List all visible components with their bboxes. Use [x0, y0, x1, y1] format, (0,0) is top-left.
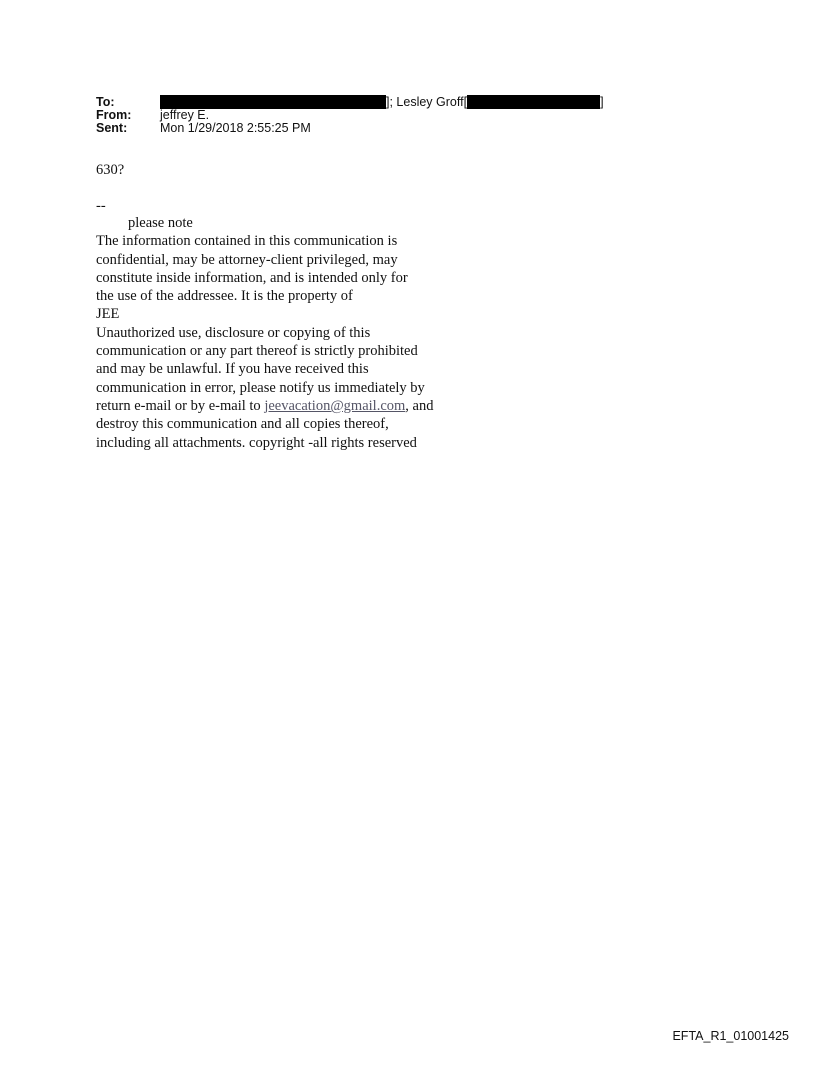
disclaimer-line: constitute inside information, and is intended only for: [96, 269, 408, 286]
disclaimer-line: communication or any part thereof is strictly prohibited: [96, 343, 418, 360]
return-line-prefix: return e-mail or by e-mail to: [96, 397, 265, 414]
email-header-block: [96, 96, 604, 135]
disclaimer-line: and may be unlawful. If you have received this: [96, 361, 369, 378]
redaction-box: [160, 95, 386, 109]
to-end: ]: [600, 95, 604, 109]
to-value: [160, 96, 604, 109]
disclaimer-block: [96, 214, 433, 452]
to-label: To:: [96, 95, 115, 109]
sent-label: Sent:: [96, 121, 128, 135]
document-id: EFTA_R1_01001425: [672, 1029, 789, 1043]
to-separator: ]; Lesley Groff[: [386, 95, 468, 109]
disclaimer-line: destroy this communication and all copies thereof,: [96, 416, 389, 433]
disclaimer-return-line: [96, 397, 433, 415]
signature-separator: --: [96, 198, 106, 214]
from-value: jeffrey E.: [160, 108, 210, 122]
disclaimer-line: including all attachments. copyright -all rights reserved: [96, 434, 417, 451]
return-line-suffix: , and: [405, 397, 434, 414]
disclaimer-intro: please note: [128, 215, 193, 231]
disclaimer-line: confidential, may be attorney-client privileged, may: [96, 251, 398, 268]
sent-value: Mon 1/29/2018 2:55:25 PM: [160, 121, 311, 135]
disclaimer-line: Unauthorized use, disclosure or copying of this: [96, 324, 371, 341]
disclaimer-line: communication in error, please notify us immediately by: [96, 379, 425, 396]
message-body: 630?: [96, 162, 125, 178]
disclaimer-line: the use of the addressee. It is the property of: [96, 288, 353, 305]
redaction-box: [467, 95, 600, 109]
from-label: From:: [96, 108, 132, 122]
sent-row: [96, 122, 604, 135]
email-link[interactable]: jeevacation@gmail.com: [264, 397, 406, 414]
disclaimer-line: The information contained in this communication is: [96, 233, 398, 250]
disclaimer-line: JEE: [96, 306, 120, 323]
